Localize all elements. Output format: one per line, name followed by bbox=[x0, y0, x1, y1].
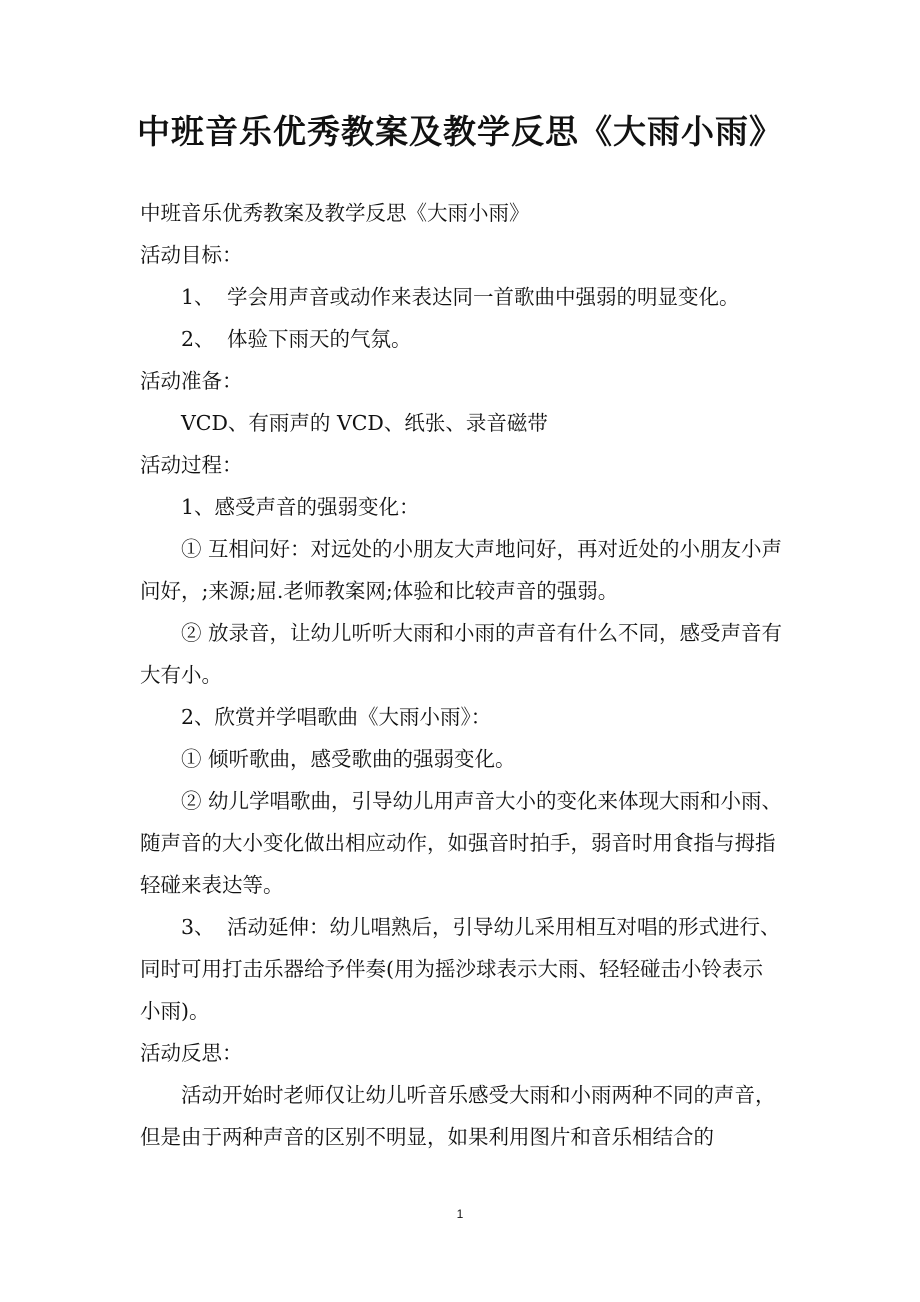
goal-item-2-text: 体验下雨天的气氛。 bbox=[227, 327, 412, 351]
process-step-2: 2、欣赏并学唱歌曲《大雨小雨》： bbox=[181, 705, 492, 729]
reflection-heading: 活动反思： bbox=[140, 1041, 243, 1065]
goal-item-2-number: 2、 bbox=[181, 327, 215, 351]
process-step-1-a: ① 互相问好：对远处的小朋友大声地问好，再对近处的小朋友小声问好，;来源;屈.老师教案网;体验和比较声音的强弱。 bbox=[140, 537, 783, 603]
goal-item-1-number: 1、 bbox=[181, 285, 215, 309]
process-step-3-text: 活动延伸：幼儿唱熟后，引导幼儿采用相互对唱的形式进行、同时可用打击乐器给予伴奏(用为摇沙球表示大雨、轻轻碰击小铃表示小雨)。 bbox=[140, 915, 781, 1023]
document-body bbox=[140, 192, 782, 1158]
process-step-1: 1、感受声音的强弱变化： bbox=[181, 495, 420, 519]
page-number: 1 bbox=[456, 1207, 464, 1221]
goal-item-1 bbox=[140, 276, 782, 318]
subtitle-line: 中班音乐优秀教案及教学反思《大雨小雨》 bbox=[140, 201, 530, 225]
prep-text: VCD、有雨声的 VCD、纸张、录音磁带 bbox=[181, 411, 548, 435]
document-title: 中班音乐优秀教案及教学反思《大雨小雨》 bbox=[137, 112, 783, 151]
process-step-3 bbox=[140, 906, 782, 1032]
goal-item-2 bbox=[140, 318, 782, 360]
process-step-2-b: ② 幼儿学唱歌曲，引导幼儿用声音大小的变化来体现大雨和小雨、随声音的大小变化做出相应动作，如强音时拍手，弱音时用食指与拇指轻碰来表达等。 bbox=[140, 789, 783, 897]
process-heading: 活动过程： bbox=[140, 453, 243, 477]
reflection-text: 活动开始时老师仅让幼儿听音乐感受大雨和小雨两种不同的声音，但是由于两种声音的区别不明显，如果利用图片和音乐相结合的 bbox=[140, 1083, 776, 1149]
process-step-1-b: ② 放录音，让幼儿听听大雨和小雨的声音有什么不同，感受声音有大有小。 bbox=[140, 621, 783, 687]
process-step-2-a: ① 倾听歌曲，感受歌曲的强弱变化。 bbox=[181, 747, 516, 771]
process-step-3-number: 3、 bbox=[181, 915, 215, 939]
goal-item-1-text: 学会用声音或动作来表达同一首歌曲中强弱的明显变化。 bbox=[227, 285, 740, 309]
goals-heading: 活动目标： bbox=[140, 243, 243, 267]
prep-heading: 活动准备： bbox=[140, 369, 243, 393]
